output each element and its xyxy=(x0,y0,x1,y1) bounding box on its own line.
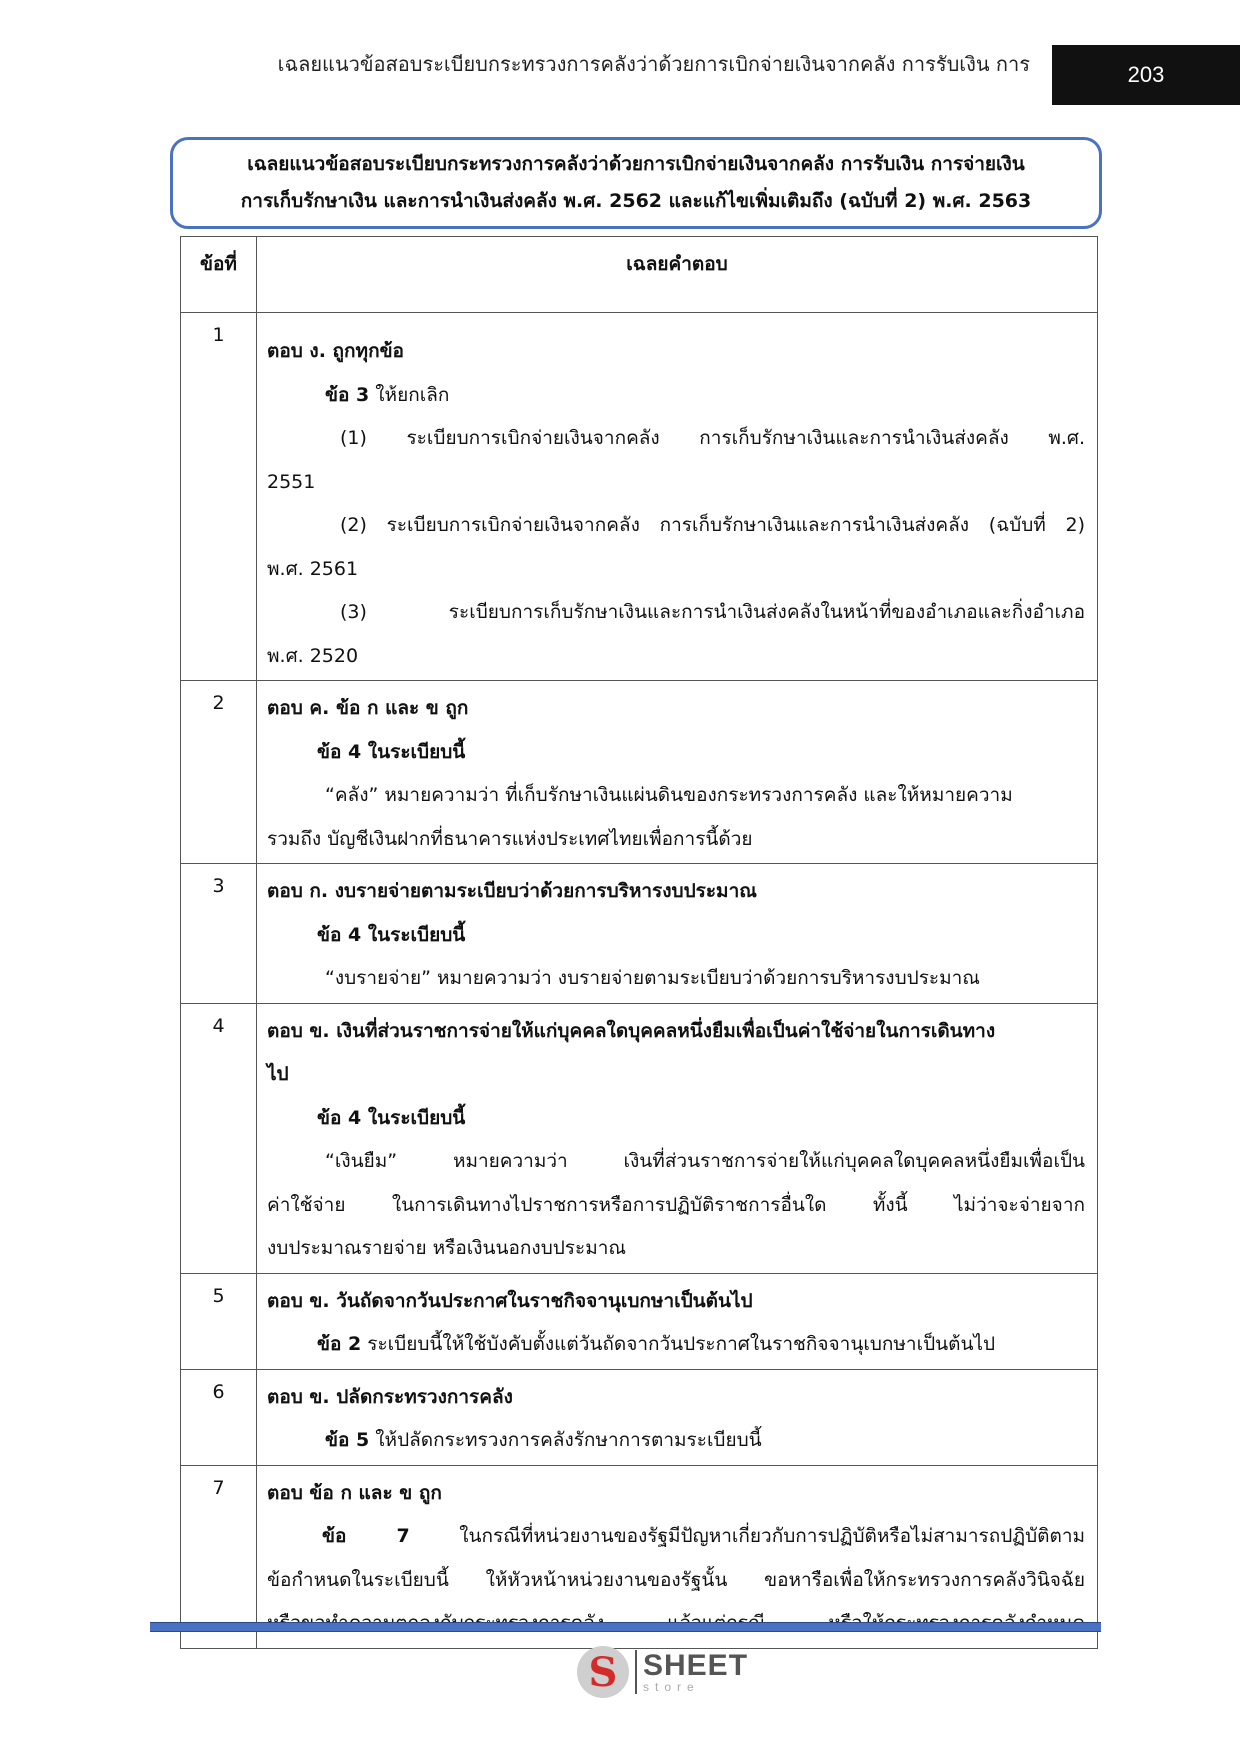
clause xyxy=(267,374,1085,418)
header-answer: เฉลยคำตอบ xyxy=(257,237,1098,313)
clause-ref: ข้อ 7 xyxy=(322,1525,410,1547)
clause-ref: ข้อ 4 ในระเบียบนี้ xyxy=(317,740,466,763)
answer-text: ตอบ ข้อ ก และ ข ถูก xyxy=(267,1481,442,1504)
row-number: 1 xyxy=(181,313,257,681)
detail-line: “งบรายจ่าย” หมายความว่า งบรายจ่ายตามระเบียบว่าด้วยการบริหารงบประมาณ xyxy=(325,967,980,989)
detail-line: “เงินยืม” หมายความว่า เงินที่ส่วนราชการจ่ายให้แก่บุคคลใดบุคคลหนึ่งยืมเพื่อเป็น xyxy=(325,1150,1085,1172)
answer-cell xyxy=(257,1465,1098,1648)
clause xyxy=(267,1515,1085,1559)
logo-main-text: SHEET xyxy=(643,1649,749,1682)
title-box xyxy=(170,137,1102,229)
detail-line: ข้อกำหนดในระเบียบนี้ ให้หัวหน้าหน่วยงานของรัฐนั้น ขอหารือเพื่อให้กระทรวงการคลังวินิจฉัย xyxy=(267,1568,1085,1591)
answer-cell xyxy=(257,1003,1098,1273)
detail-line: งบประมาณรายจ่าย หรือเงินนอกงบประมาณ xyxy=(267,1237,627,1259)
clause xyxy=(267,1323,1085,1367)
sheet-store-logo xyxy=(577,1648,748,1696)
table-row xyxy=(181,313,1098,681)
answer-table xyxy=(180,236,1098,1649)
row-number: 2 xyxy=(181,681,257,864)
row-number: 7 xyxy=(181,1465,257,1648)
clause-ref: ข้อ 4 ในระเบียบนี้ xyxy=(317,1106,466,1129)
answer-text: ตอบ ค. ข้อ ก และ ข ถูก xyxy=(267,697,469,719)
answer-text: ตอบ ข. วันถัดจากวันประกาศในราชกิจจานุเบกษาเป็นต้นไป xyxy=(267,1289,753,1312)
answer-text-cont: ไป xyxy=(267,1063,289,1085)
table-row xyxy=(181,1003,1098,1273)
detail-line: รวมถึง บัญชีเงินฝากที่ธนาคารแห่งประเทศไทยเพื่อการนี้ด้วย xyxy=(267,827,753,850)
answer-cell xyxy=(257,1273,1098,1369)
table-row xyxy=(181,1465,1098,1648)
title-line-1: เฉลยแนวข้อสอบระเบียบกระทรวงการคลังว่าด้วยการเบิกจ่ายเงินจากคลัง การรับเงิน การจ่ายเงิน xyxy=(247,153,1025,175)
detail-line: (3) ระเบียบการเก็บรักษาเงินและการนำเงินส่งคลังในหน้าที่ของอำเภอและกิ่งอำเภอ xyxy=(340,601,1085,623)
logo-sub-text: store xyxy=(643,1680,700,1694)
header-no: ข้อที่ xyxy=(181,237,257,313)
detail-line: พ.ศ. 2520 xyxy=(267,644,359,667)
detail-line: พ.ศ. 2561 xyxy=(267,557,359,580)
clause-text: ให้ยกเลิก xyxy=(369,383,450,406)
logo-divider xyxy=(635,1650,637,1694)
clause-ref: ข้อ 2 xyxy=(317,1333,362,1355)
running-header: เฉลยแนวข้อสอบระเบียบกระทรวงการคลังว่าด้วยการเบิกจ่ายเงินจากคลัง การรับเงิน การ xyxy=(277,52,1030,76)
detail-line: (1) ระเบียบการเบิกจ่ายเงินจากคลัง การเก็บรักษาเงินและการนำเงินส่งคลัง พ.ศ. xyxy=(340,427,1085,449)
footer-bar xyxy=(150,1622,1101,1632)
detail-line: “คลัง” หมายความว่า ที่เก็บรักษาเงินแผ่นดินของกระทรวงการคลัง และให้หมายความ xyxy=(325,784,1013,806)
table-row xyxy=(181,864,1098,1004)
row-number: 5 xyxy=(181,1273,257,1369)
detail-line: ค่าใช้จ่าย ในการเดินทางไปราชการหรือการปฏิบัติราชการอื่นใด ทั้งนี้ ไม่ว่าจะจ่ายจาก xyxy=(267,1193,1085,1216)
row-number: 6 xyxy=(181,1369,257,1465)
answer-text: ตอบ ข. ปลัดกระทรวงการคลัง xyxy=(267,1385,513,1408)
clause xyxy=(267,1419,1085,1463)
table-row xyxy=(181,681,1098,864)
table-header-row xyxy=(181,237,1098,313)
clause-ref: ข้อ 3 xyxy=(325,383,370,406)
table-row xyxy=(181,1273,1098,1369)
detail-line: (2) ระเบียบการเบิกจ่ายเงินจากคลัง การเก็บรักษาเงินและการนำเงินส่งคลัง (ฉบับที่ 2) xyxy=(340,514,1085,536)
answer-cell xyxy=(257,313,1098,681)
answer-cell xyxy=(257,864,1098,1004)
clause-text: ระเบียบนี้ให้ใช้บังคับตั้งแต่วันถัดจากวันประกาศในราชกิจจานุเบกษาเป็นต้นไป xyxy=(361,1333,996,1355)
clause-text: ให้ปลัดกระทรวงการคลังรักษาการตามระเบียบนี้ xyxy=(369,1429,762,1451)
answer-text: ตอบ ข. เงินที่ส่วนราชการจ่ายให้แก่บุคคลใดบุคคลหนึ่งยืมเพื่อเป็นค่าใช้จ่ายในการเดินทาง xyxy=(267,1019,996,1042)
page-number: 203 xyxy=(1052,45,1240,105)
answer-cell xyxy=(257,1369,1098,1465)
answer-text: ตอบ ก. งบรายจ่ายตามระเบียบว่าด้วยการบริหารงบประมาณ xyxy=(267,880,757,902)
clause-ref: ข้อ 5 xyxy=(325,1429,370,1451)
answer-text: ตอบ ง. ถูกทุกข้อ xyxy=(267,340,404,362)
detail-line: 2551 xyxy=(267,470,316,493)
table-row xyxy=(181,1369,1098,1465)
row-number: 4 xyxy=(181,1003,257,1273)
clause-text: ในกรณีที่หน่วยงานของรัฐมีปัญหาเกี่ยวกับการปฏิบัติหรือไม่สามารถปฏิบัติตาม xyxy=(409,1525,1086,1547)
answer-cell xyxy=(257,681,1098,864)
logo-s-icon: S xyxy=(577,1646,629,1698)
row-number: 3 xyxy=(181,864,257,1004)
clause-ref: ข้อ 4 ในระเบียบนี้ xyxy=(317,923,466,946)
logo-text xyxy=(643,1651,748,1693)
title-line-2: การเก็บรักษาเงิน และการนำเงินส่งคลัง พ.ศ. 2562 และแก้ไขเพิ่มเติมถึง (ฉบับที่ 2) พ.ศ. 2563 xyxy=(240,190,1032,212)
